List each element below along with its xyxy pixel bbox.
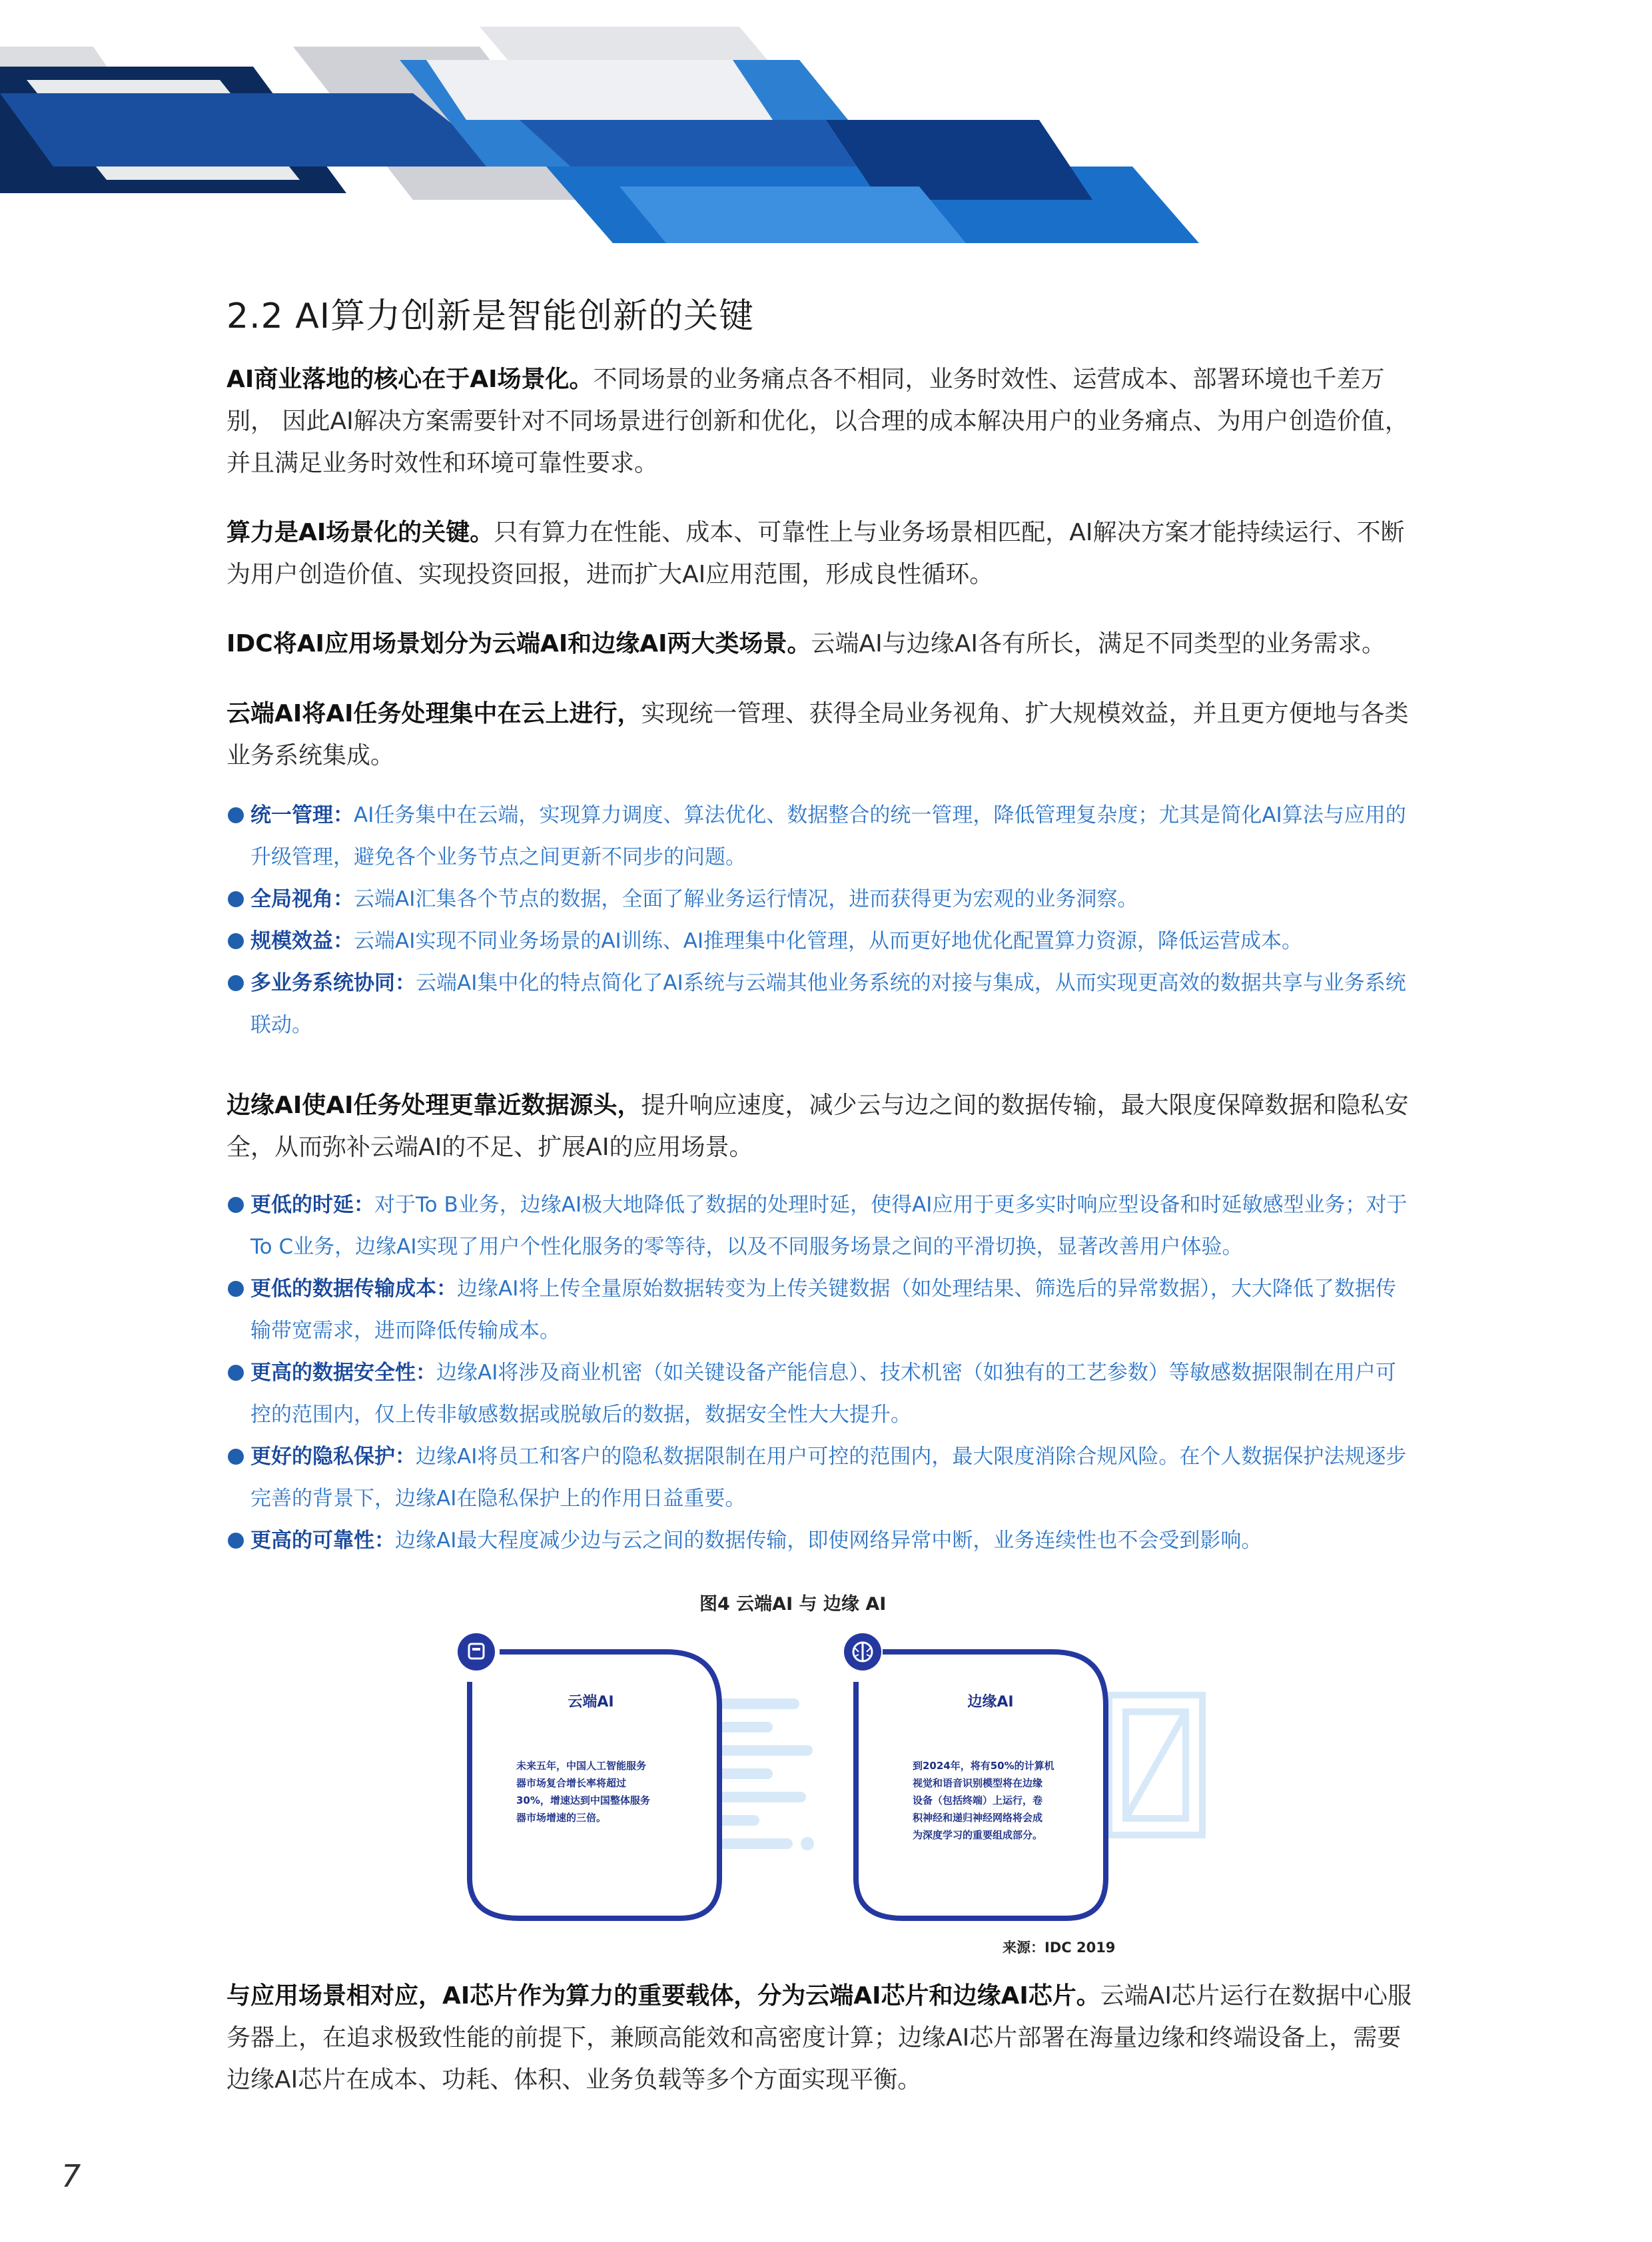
bullet-icon	[228, 1533, 244, 1549]
paragraph-body: 云端AI芯片运行在数据中心服务器上，在追求极致性能的前提下，兼顾高能效和高密度计算；边缘AI芯片部署在海量边缘和终端设备上，需要边缘AI芯片在成本、功耗、体积、业务负载等多个方面实现平衡。	[226, 1982, 1412, 2093]
list-item	[226, 1520, 1412, 1562]
list-item-label: 多业务系统协同：	[250, 971, 416, 995]
list-item-label: 更低的数据传输成本：	[250, 1277, 457, 1301]
bullet-icon	[228, 1197, 244, 1213]
list-item-label: 全局视角：	[250, 887, 354, 911]
edge-ai-card-body	[913, 1757, 1054, 1844]
list-item	[226, 921, 1412, 962]
section-title: 2.2 AI算力创新是智能创新的关键	[226, 296, 755, 336]
paragraph-idc-categories	[226, 623, 1412, 665]
list-item-text: 边缘AI最大程度减少边与云之间的数据传输，即使网络异常中断，业务连续性也不会受到影响。	[395, 1529, 1262, 1553]
list-item-text: AI任务集中在云端，实现算力调度、算法优化、数据整合的统一管理，降低管理复杂度；尤其是简化AI算法与应用的升级管理，避免各个业务节点之间更新不同步的问题。	[250, 803, 1406, 869]
card-line: 器市场复合增长率将超过	[516, 1777, 627, 1789]
paragraph-body: 只有算力在性能、成本、可靠性上与业务场景相匹配，AI解决方案才能持续运行、不断为用户创造价值、实现投资回报，进而扩大AI应用范围，形成良性循环。	[226, 519, 1405, 588]
bullet-icon	[228, 1449, 244, 1465]
bullet-icon	[228, 891, 244, 907]
list-item	[226, 1184, 1412, 1268]
paragraph-compute-key	[226, 512, 1412, 595]
list-item-text: 对于To B业务，边缘AI极大地降低了数据的处理时延，使得AI应用于更多实时响应型设备和时延敏感型业务；对于To C业务，边缘AI实现了用户个性化服务的零等待，以及不同服务场景之间的平滑切换，显著改善用户体验。	[250, 1193, 1408, 1259]
list-item	[226, 879, 1412, 921]
list-item-text: 边缘AI将上传全量原始数据转变为上传关键数据（如处理结果、筛选后的异常数据），大大降低了数据传输带宽需求，进而降低传输成本。	[250, 1277, 1396, 1343]
paragraph-ai-chips	[226, 1975, 1412, 2101]
list-item	[226, 795, 1412, 879]
list-item-text: 边缘AI将涉及商业机密（如关键设备产能信息）、技术机密（如独有的工艺参数）等敏感数据限制在用户可控的范围内，仅上传非敏感数据或脱敏后的数据，数据安全性大大提升。	[250, 1361, 1396, 1427]
list-item-text: 云端AI集中化的特点简化了AI系统与云端其他业务系统的对接与集成，从而实现更高效的数据共享与业务系统联动。	[250, 971, 1406, 1037]
bullet-icon	[228, 807, 244, 823]
card-line: 到2024年，将有50%的计算机	[913, 1760, 1054, 1772]
card-line: 设备（包括终端）上运行，卷	[913, 1794, 1043, 1806]
figure-source: 来源：IDC 2019	[1003, 1940, 1116, 1956]
list-item-text: 云端AI汇集各个节点的数据，全面了解业务运行情况，进而获得更为宏观的业务洞察。	[354, 887, 1138, 911]
bullet-icon	[228, 1281, 244, 1297]
list-item	[226, 1352, 1412, 1436]
figure-title: 图4 云端AI 与 边缘 AI	[699, 1594, 887, 1615]
paragraph-lead: IDC将AI应用场景划分为云端AI和边缘AI两大类场景。	[226, 630, 811, 657]
edge-ai-card-title: 边缘AI	[967, 1694, 1014, 1710]
card-line: 视觉和语音识别模型将在边缘	[913, 1777, 1043, 1789]
card-line: 积神经和递归神经网络将会成	[913, 1812, 1043, 1824]
paragraph-body: 不同场景的业务痛点各不相同，业务时效性、运营成本、部署环境也千差万别， 因此AI解决方案需要针对不同场景进行创新和优化，以合理的成本解决用户的业务痛点、为用户创造价值，并且满足业务时效性和环境可靠性要求。	[226, 366, 1409, 477]
bullet-icon	[228, 1365, 244, 1381]
header-banner	[0, 0, 1212, 253]
list-item-label: 规模效益：	[250, 929, 354, 953]
paragraph-body: 云端AI与边缘AI各有所长，满足不同类型的业务需求。	[811, 630, 1386, 657]
list-item	[226, 1268, 1412, 1352]
card-line: 为深度学习的重要组成部分。	[913, 1829, 1043, 1841]
paragraph-lead: 与应用场景相对应，AI芯片作为算力的重要载体，分为云端AI芯片和边缘AI芯片。	[226, 1982, 1100, 2010]
paragraph-cloud-ai	[226, 693, 1412, 777]
card-line: 30%，增速达到中国整体服务	[516, 1794, 650, 1806]
list-item	[226, 1436, 1412, 1520]
cloud-ai-benefit-list	[226, 795, 1412, 1046]
paragraph-lead: AI商业落地的核心在于AI场景化。	[226, 366, 594, 393]
edge-ai-benefit-list	[226, 1184, 1412, 1562]
list-item-label: 统一管理：	[250, 803, 354, 827]
list-item-text: 云端AI实现不同业务场景的AI训练、AI推理集中化管理，从而更好地优化配置算力资源，降低运营成本。	[354, 929, 1303, 953]
paragraph-lead: 边缘AI使AI任务处理更靠近数据源头，	[226, 1092, 641, 1119]
cloud-ai-card-body	[516, 1757, 650, 1826]
list-item-text: 边缘AI将员工和客户的隐私数据限制在用户可控的范围内，最大限度消除合规风险。在个人数据保护法规逐步完善的背景下，边缘AI在隐私保护上的作用日益重要。	[250, 1445, 1407, 1511]
paragraph-lead: 云端AI将AI任务处理集中在云上进行，	[226, 700, 641, 727]
list-item-label: 更高的可靠性：	[250, 1529, 395, 1553]
list-item-label: 更好的隐私保护：	[250, 1445, 416, 1469]
bullet-icon	[228, 933, 244, 949]
paragraph-edge-ai	[226, 1084, 1412, 1168]
card-line: 未来五年，中国人工智能服务	[516, 1760, 647, 1772]
list-item-label: 更低的时延：	[250, 1193, 374, 1217]
paragraph-body: 实现统一管理、获得全局业务视角、扩大规模效益，并且更方便地与各类业务系统集成。	[226, 700, 1409, 769]
list-item	[226, 962, 1412, 1046]
cloud-ai-card-title: 云端AI	[568, 1694, 614, 1710]
paragraph-ai-scenario	[226, 358, 1412, 484]
card-line: 器市场增速的三倍。	[516, 1812, 607, 1824]
paragraph-body: 提升响应速度，减少云与边之间的数据传输，最大限度保障数据和隐私安全，从而弥补云端AI的不足、扩展AI的应用场景。	[226, 1092, 1409, 1161]
paragraph-lead: 算力是AI场景化的关键。	[226, 519, 494, 546]
list-item-label: 更高的数据安全性：	[250, 1361, 436, 1385]
bullet-icon	[228, 975, 244, 991]
page-number: 7	[61, 2158, 81, 2194]
